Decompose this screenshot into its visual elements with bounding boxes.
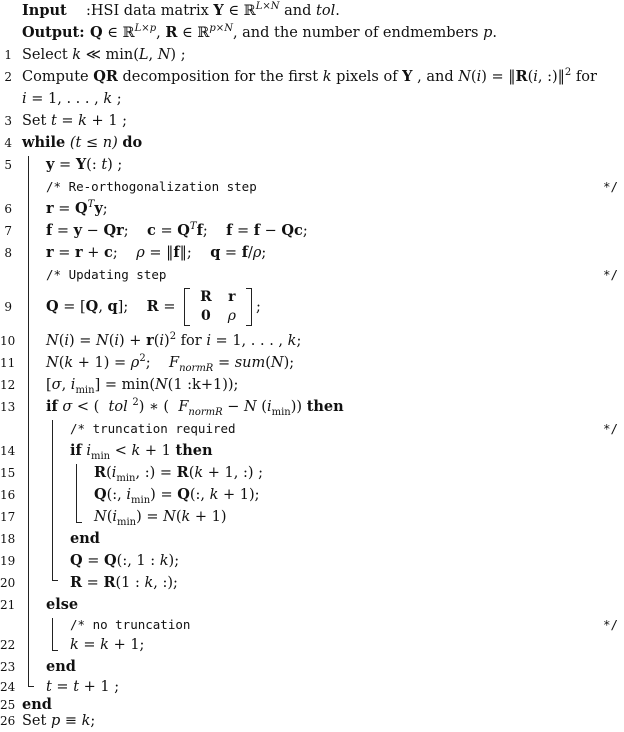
line-5: 5 y = Y(: t) ; [0, 154, 624, 176]
line-number: 12 [0, 378, 16, 392]
line-number: 21 [0, 598, 16, 612]
line-12: 12 [σ, $i_{min}] = \min(N(1$ :k+1)); [0, 374, 624, 396]
line-number: 18 [0, 532, 16, 546]
line-number: 16 [0, 488, 16, 502]
line-number: 14 [0, 444, 16, 458]
comment-reorth: /* Re-orthogonalization step */ [46, 179, 618, 194]
line-15: 15 $R(i_{min}$, :) = R(k + 1, :) ; [0, 464, 264, 484]
line-6: 6 $r = Q^Ty$; [0, 198, 624, 220]
line-2: 2 Compute QR decomposition for the first k pixels of Y , and N(i) = ‖R(i, :)‖$^2$ for [0, 66, 624, 88]
line-25: 25 end [0, 694, 624, 716]
line-number: 7 [4, 224, 12, 238]
line-number: 5 [4, 158, 12, 172]
line-number: 6 [4, 202, 12, 216]
line-19: 19 Q = Q(:, 1 : k); [0, 550, 624, 572]
output-line [0, 22, 624, 44]
line-18: 18 end [0, 528, 624, 550]
line-number: 20 [0, 576, 16, 590]
line-2-cont: i = 1, . . . , k ; [22, 91, 122, 107]
input-line [0, 0, 624, 22]
line-number: 10 [0, 334, 16, 348]
line-number: 19 [0, 554, 16, 568]
line-number: 1 [4, 48, 12, 62]
line-11: 11 $N(k + 1) = \rho^2$; $F_{normR} = sum(N)$; [0, 353, 295, 374]
line-number: 25 [0, 698, 16, 712]
comment-update: /* Updating step */ [46, 267, 618, 282]
line-number: 15 [0, 466, 16, 480]
line-number: 3 [4, 114, 12, 128]
line-16: 16 Q(:, $i_{min}) = Q$(:, k + 1); [0, 486, 260, 506]
line-26: 26 Set p ≡ k; [0, 710, 624, 732]
line-number: 9 [4, 300, 12, 314]
output-text: Q ∈ ℝ$^{L\times p}$, R ∈ ℝ$^{p\times N}$, and the number of endmembers p. [90, 23, 497, 41]
line-number: 26 [0, 714, 16, 728]
line-number: 8 [4, 246, 12, 260]
line-4: 4 while (t ≤ n) do [0, 132, 624, 154]
line-21: 21 else [0, 594, 624, 616]
block-matrix: R r 0 ρ [184, 288, 252, 326]
line-number: 13 [0, 400, 16, 414]
line-number: 22 [0, 638, 16, 652]
line-17: 17 $N(i_{min}) = N(k + 1)$ [0, 506, 624, 528]
line-number: 17 [0, 510, 16, 524]
line-3: 3 Set t = k + 1 ; [0, 110, 624, 132]
line-1: 1 Select k ≪ min(L, N) ; [0, 44, 624, 66]
line-number: 23 [0, 660, 16, 674]
comment-no-truncation: /* no truncation */ [70, 617, 618, 632]
line-9: 9 Q = [Q, q]; R = R r 0 ρ ; [0, 286, 624, 328]
line-24: 24 t = t + 1 ; [0, 676, 624, 698]
line-10: 10 $N(i) = N(i) + r(i)^2$ for i = 1, . . . , k; [0, 330, 624, 352]
line-number: 24 [0, 680, 16, 694]
line-7: 7 f = y − Qr; $c = Q^Tf$; f = f − Qc; [0, 220, 624, 242]
output-label: Output: [22, 24, 85, 41]
line-number: 2 [4, 70, 12, 84]
comment-truncation: /* truncation required */ [70, 421, 618, 436]
line-13: 13 if σ < ( tol $^2$) ∗ ( $F_{normR} - N$ $(i_{min})$) then [0, 397, 344, 418]
line-23: 23 end [0, 656, 624, 678]
line-20: 20 R = R(1 : k, :); [0, 572, 624, 594]
line-number: 4 [4, 136, 12, 150]
input-label: Input [22, 2, 67, 19]
line-14: 14 if $i_{min} < k + 1$ then [0, 442, 213, 462]
line-22: 22 k = k + 1; [0, 634, 624, 656]
line-number: 11 [0, 356, 16, 370]
line-8: 8 r = r + c; ρ = ‖f‖; q = f/ρ; [0, 242, 624, 264]
input-text: :HSI data matrix Y ∈ ℝ$^{L\times N}$ and tol. [86, 1, 340, 19]
